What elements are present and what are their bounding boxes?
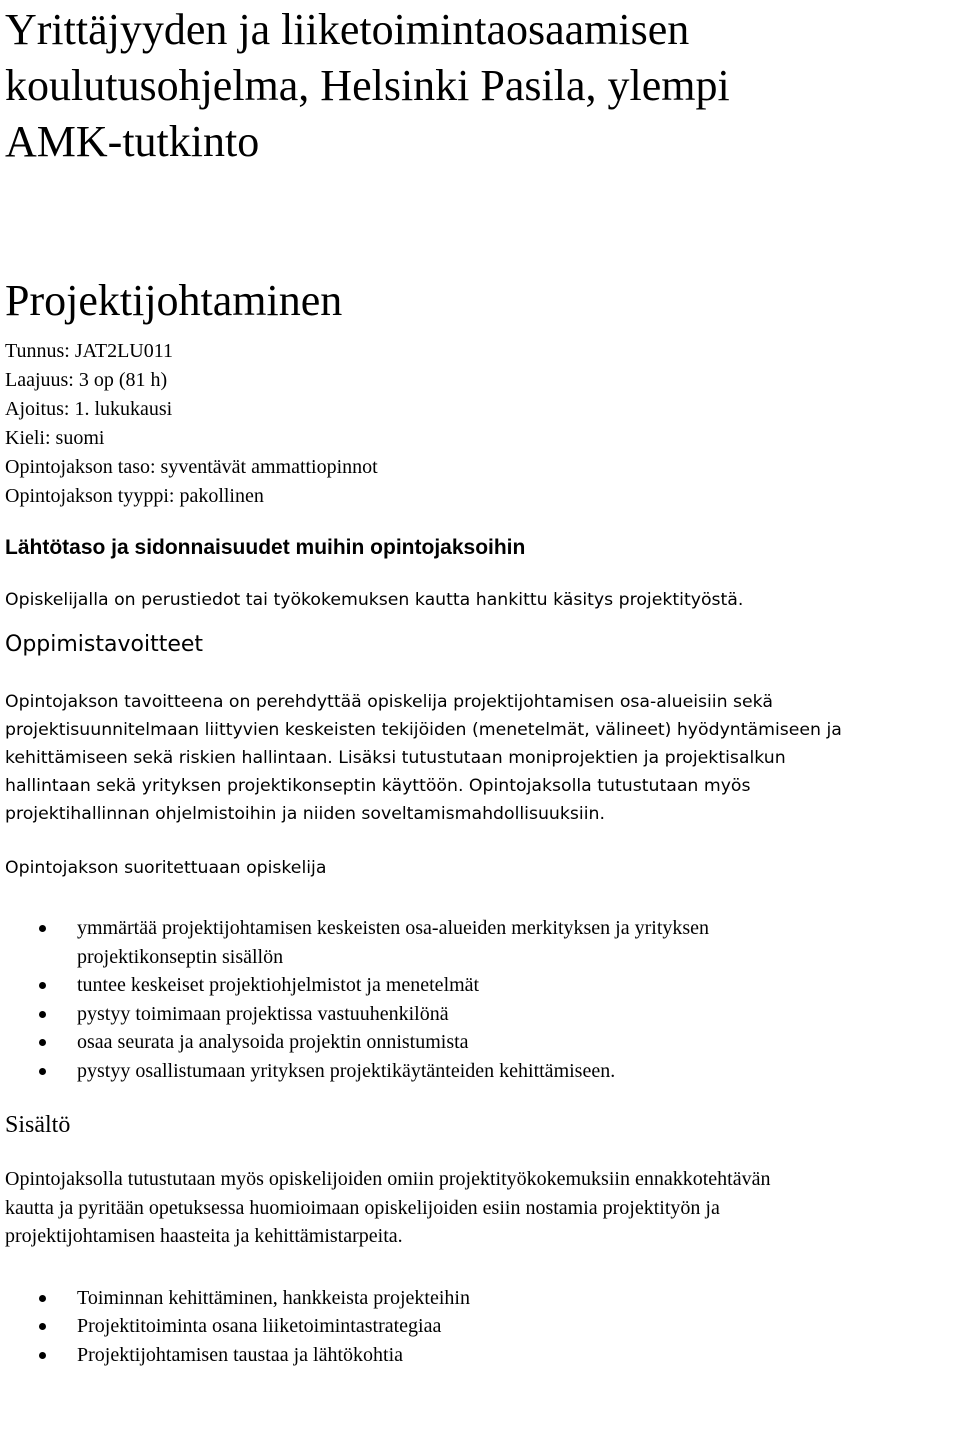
course-meta [5,337,955,511]
list-item-line: projektikonseptin sisällön [77,945,284,968]
document-title [5,0,955,170]
list-item [5,1341,955,1370]
paragraph-line: projektihallinnan ohjelmistoihin ja niiden soveltamismahdollisuuksiin. [5,804,605,824]
list-item-line: pystyy osallistumaan yrityksen projektikäytänteiden kehittämiseen. [77,1059,616,1082]
prerequisites-heading: Lähtötaso ja sidonnaisuudet muihin opintojaksoihin [5,536,526,559]
paragraph-line: hallintaan sekä yrityksen projektikonseptin käyttöön. Opintojaksolla tutustutaan myös [5,776,751,796]
learning-goals-paragraph [5,688,955,828]
bullet-icon [39,1011,46,1018]
list-item-line: tuntee keskeiset projektiohjelmistot ja menetelmät [77,974,480,996]
list-item-line: osaa seurata ja analysoida projektin onnistumista [77,1031,469,1053]
meta-language: Kieli: suomi [5,427,105,449]
content-paragraph [5,1165,955,1251]
list-item [5,914,955,971]
list-item [5,971,955,1000]
document-page [5,0,955,1369]
list-item-line: Projektitoiminta osana liiketoimintastrategiaa [77,1315,442,1337]
meta-timing: Ajoitus: 1. lukukausi [5,398,173,420]
meta-code: Tunnus: JAT2LU011 [5,340,173,362]
document-title-line: koulutusohjelma, Helsinki Pasila, ylempi [5,61,730,110]
learning-outcomes-list [5,914,955,1085]
list-item [5,1312,955,1341]
meta-scope: Laajuus: 3 op (81 h) [5,369,168,391]
bullet-icon [39,1039,46,1046]
meta-level: Opintojakson taso: syventävät ammattiopinnot [5,456,378,478]
content-heading: Sisältö [5,1112,71,1138]
bullet-icon [39,982,46,989]
document-title-line: AMK-tutkinto [5,117,260,166]
paragraph-line: kautta ja pyritään opetuksessa huomioimaan opiskelijoiden esiin nostamia projektityön ja [5,1196,720,1219]
list-item [5,1000,955,1029]
content-list [5,1284,955,1370]
list-item-line: ymmärtää projektijohtamisen keskeisten osa-alueiden merkityksen ja yrityksen [77,917,710,939]
prerequisites-text: Opiskelijalla on perustiedot tai työkokemuksen kautta hankittu käsitys projektityöstä. [5,590,744,610]
paragraph-line: Opintojakson tavoitteena on perehdyttää opiskelija projektijohtamisen osa-alueisiin sekä [5,692,773,712]
course-title: Projektijohtaminen [5,276,343,325]
document-title-line: Yrittäjyyden ja liiketoimintaosaamisen [5,5,690,54]
paragraph-line: projektijohtamisen haasteita ja kehittämistarpeita. [5,1225,403,1247]
bullet-icon [39,925,46,932]
list-item-line: pystyy toimimaan projektissa vastuuhenkilönä [77,1002,449,1025]
bullet-icon [39,1352,46,1359]
bullet-icon [39,1323,46,1330]
list-item [5,1057,955,1086]
bullet-icon [39,1295,46,1302]
bullet-icon [39,1068,46,1075]
paragraph-line: projektisuunnitelmaan liittyvien keskeisten tekijöiden (menetelmät, välineet) hyödyntämiseen ja [5,720,842,740]
list-item [5,1284,955,1313]
list-item-line: Projektijohtamisen taustaa ja lähtökohtia [77,1343,404,1366]
list-item [5,1028,955,1057]
paragraph-line: Opintojaksolla tutustutaan myös opiskelijoiden omiin projektityökokemuksiin ennakkotehtävän [5,1168,771,1190]
meta-type: Opintojakson tyyppi: pakollinen [5,485,264,507]
list-item-line: Toiminnan kehittäminen, hankkeista projekteihin [77,1286,470,1309]
learning-goals-heading: Oppimistavoitteet [5,632,204,657]
paragraph-line: kehittämiseen sekä riskien hallintaan. Lisäksi tutustutaan moniprojektien ja projektisalkun [5,748,786,768]
learning-outcomes-intro: Opintojakson suoritettuaan opiskelija [5,858,327,878]
